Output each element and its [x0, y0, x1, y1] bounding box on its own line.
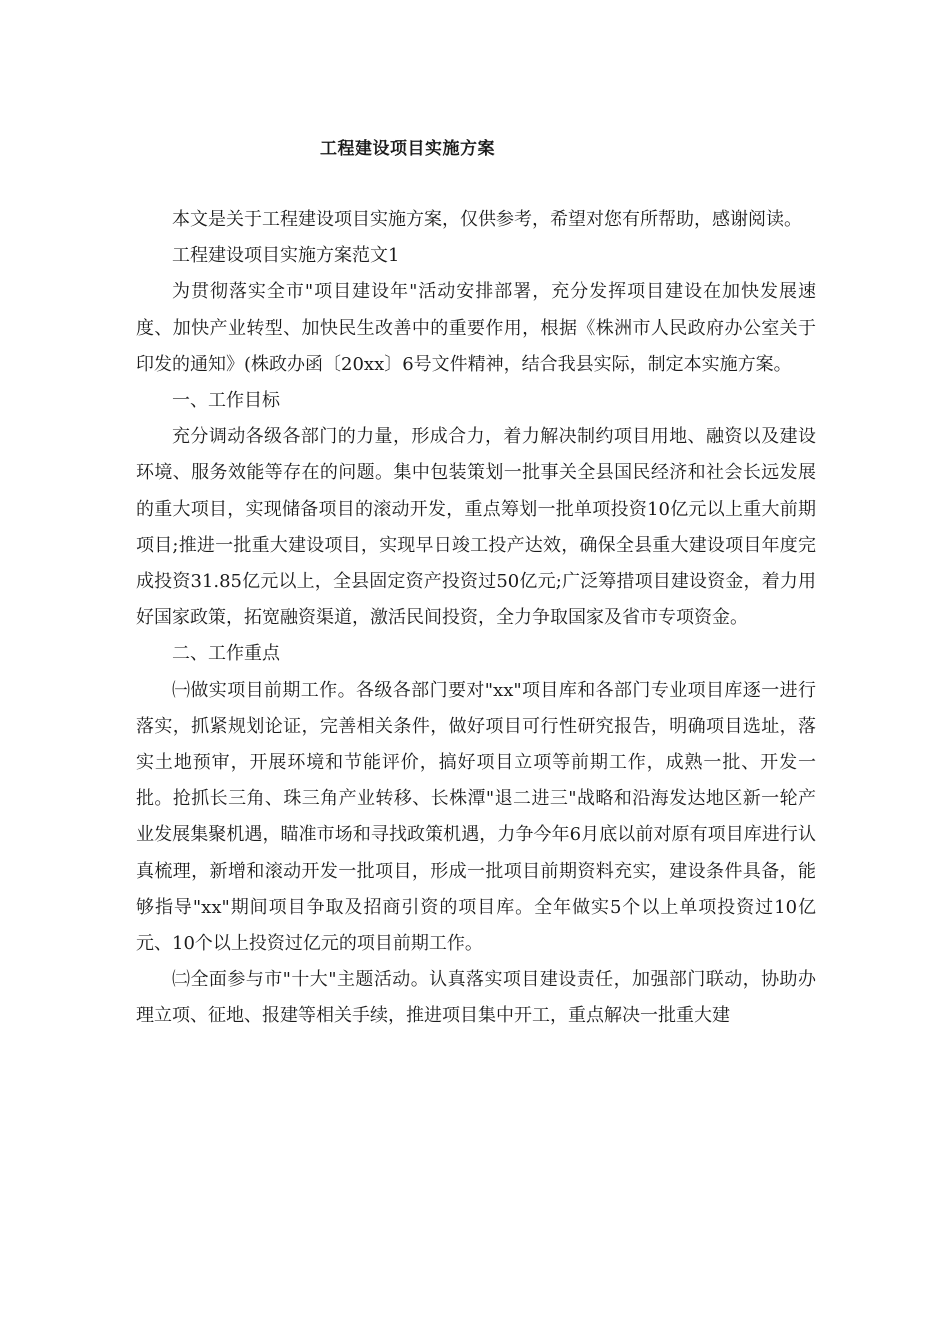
document-body [136, 202, 816, 1035]
body-paragraph: ㈡全面参与市"十大"主题活动。认真落实项目建设责任，加强部门联动，协助办理立项、征地、报建等相关手续，推进项目集中开工，重点解决一批重大建 [136, 969, 816, 1027]
section-heading-focus: 二、工作重点 [172, 643, 280, 665]
section-heading-goals: 一、工作目标 [172, 390, 280, 412]
document-title: 工程建设项目实施方案 [320, 139, 495, 159]
body-paragraph: 充分调动各级各部门的力量，形成合力，着力解决制约项目用地、融资以及建设环境、服务效能等存在的问题。集中包装策划一批事关全县国民经济和社会长远发展的重大项目，实现储备项目的滚动开发，重点筹划一批单项投资10亿元以上重大前期项目;推进一批重大建设项目，实现早日竣工投产达效，确保全县重大建设项目年度完成投资31.85亿元以上，全县固定资产投资过50亿元;广泛筹措项目建设资金，着力用好国家政策，拓宽融资渠道，激活民间投资，全力争取国家及省市专项资金。 [136, 426, 816, 629]
section-heading-sample: 工程建设项目实施方案范文1 [172, 245, 400, 267]
intro-paragraph: 本文是关于工程建设项目实施方案，仅供参考，希望对您有所帮助，感谢阅读。 [172, 209, 802, 230]
body-paragraph: ㈠做实项目前期工作。各级各部门要对"xx"项目库和各部门专业项目库逐一进行落实，抓紧规划论证，完善相关条件，做好项目可行性研究报告，明确项目选址，落实土地预审，开展环境和节能评价，搞好项目立项等前期工作，成熟一批、开发一批。抢抓长三角、珠三角产业转移、长株潭"退二进三"战略和沿海发达地区新一轮产业发展集聚机遇，瞄准市场和寻找政策机遇，力争今年6月底以前对原有项目库进行认真梳理，新增和滚动开发一批项目，形成一批项目前期资料充实，建设条件具备，能够指导"xx"期间项目争取及招商引资的项目库。全年做实5个以上单项投资过10亿元、10个以上投资过亿元的项目前期工作。 [136, 679, 816, 955]
body-paragraph: 为贯彻落实全市"项目建设年"活动安排部署，充分发挥项目建设在加快发展速度、加快产业转型、加快民生改善中的重要作用，根据《株洲市人民政府办公室关于印发的通知》(株政办函〔20xx〕6号文件精神，结合我县实际，制定本实施方案。 [136, 281, 816, 375]
